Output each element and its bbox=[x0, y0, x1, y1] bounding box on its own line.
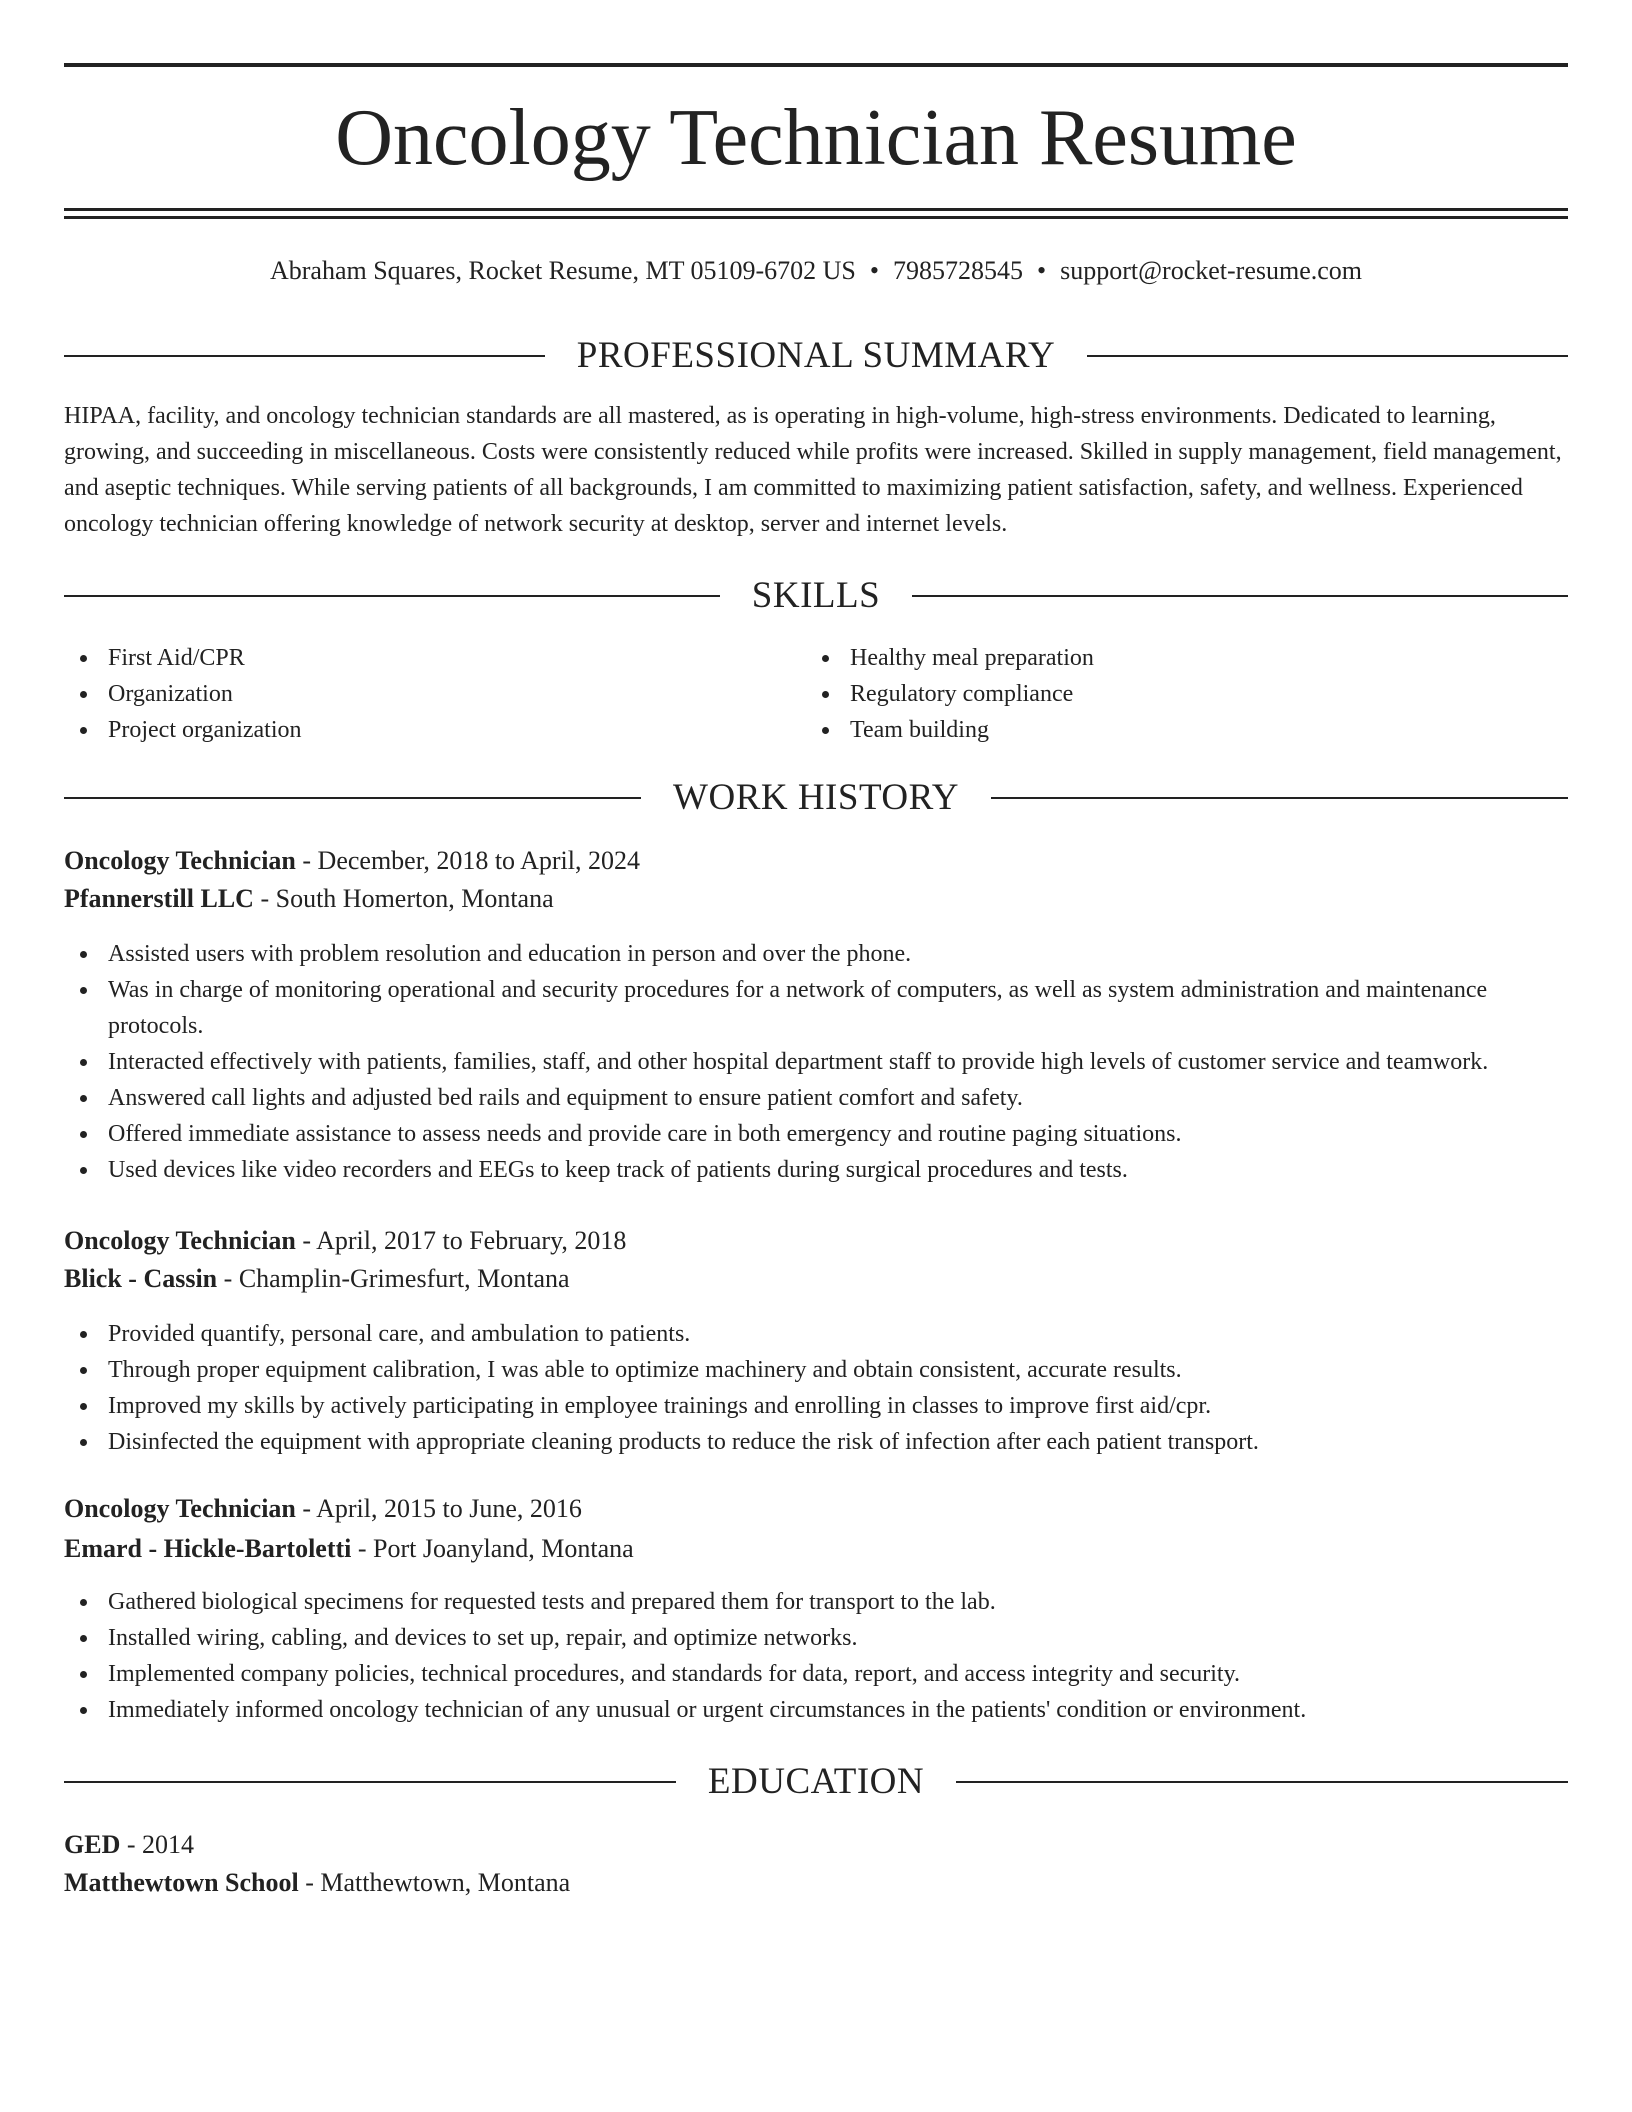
job-bullet: Improved my skills by actively participating in employee trainings and enrolling in classes to improve first aid/cpr. bbox=[64, 1388, 1568, 1424]
skill-item: Healthy meal preparation bbox=[806, 640, 1506, 676]
job-bullet: Through proper equipment calibration, I was able to optimize machinery and obtain consistent, accurate results. bbox=[64, 1352, 1568, 1388]
education-location: - Matthewtown, Montana bbox=[298, 1868, 571, 1897]
job-bullet: Was in charge of monitoring operational and security procedures for a network of computers, as well as system administration and maintenance protocols. bbox=[64, 972, 1568, 1044]
job-dates: - April, 2017 to February, 2018 bbox=[295, 1226, 627, 1255]
education-year: - 2014 bbox=[120, 1830, 195, 1859]
section-header-summary bbox=[64, 334, 1568, 378]
job-company: Blick - Cassin bbox=[64, 1264, 218, 1293]
job-title: Oncology Technician bbox=[64, 846, 296, 875]
job-bullets bbox=[64, 1316, 1568, 1460]
skill-item: Project organization bbox=[64, 712, 764, 748]
section-title: PROFESSIONAL SUMMARY bbox=[576, 335, 1056, 376]
education-school: Matthewtown School bbox=[64, 1868, 299, 1897]
section-rule bbox=[64, 355, 545, 357]
contact-separator: • bbox=[1036, 256, 1047, 285]
section-rule bbox=[912, 595, 1568, 597]
job-bullet: Used devices like video recorders and EEGs to keep track of patients during surgical procedures and tests. bbox=[64, 1152, 1568, 1188]
job-title: Oncology Technician bbox=[64, 1226, 296, 1255]
section-header-work bbox=[64, 776, 1568, 820]
job-title: Oncology Technician bbox=[64, 1494, 296, 1523]
job-location: - South Homerton, Montana bbox=[253, 884, 554, 913]
section-rule bbox=[956, 1781, 1568, 1783]
skill-item: Regulatory compliance bbox=[806, 676, 1506, 712]
job-company: Pfannerstill LLC bbox=[64, 884, 254, 913]
skill-item: Organization bbox=[64, 676, 764, 712]
job-bullet: Answered call lights and adjusted bed rails and equipment to ensure patient comfort and safety. bbox=[64, 1080, 1568, 1116]
contact-email: support@rocket-resume.com bbox=[1060, 256, 1363, 285]
skills-list-right bbox=[806, 640, 1506, 748]
job-company-line bbox=[64, 880, 1568, 918]
page-title: Oncology Technician Resume bbox=[335, 94, 1297, 182]
summary-text: HIPAA, facility, and oncology technician standards are all mastered, as is operating in high-volume, high-stress environments. Dedicated to learning, growing, and succeeding in miscellaneous. Costs were consistently reduced while profits were increased. Skilled in supply management, field management, and aseptic techniques. While serving patients of all backgrounds, I am committed to maximizing patient satisfaction, safety, and wellness. Experienced oncology technician offering knowledge of network security at desktop, server and internet levels. bbox=[64, 403, 1562, 537]
section-rule bbox=[64, 1781, 676, 1783]
job-bullets bbox=[64, 1584, 1568, 1728]
skill-item: Team building bbox=[806, 712, 1506, 748]
job-dates: - December, 2018 to April, 2024 bbox=[295, 846, 640, 875]
job-title-line bbox=[64, 842, 1568, 880]
section-rule bbox=[991, 797, 1568, 799]
section-title: WORK HISTORY bbox=[673, 777, 959, 818]
section-title: SKILLS bbox=[751, 575, 881, 616]
job-bullet: Installed wiring, cabling, and devices to set up, repair, and optimize networks. bbox=[64, 1620, 1568, 1656]
job-bullet: Gathered biological specimens for requested tests and prepared them for transport to the lab. bbox=[64, 1584, 1568, 1620]
job-title-line bbox=[64, 1490, 1568, 1528]
job-bullet: Disinfected the equipment with appropriate cleaning products to reduce the risk of infection after each patient transport. bbox=[64, 1424, 1568, 1460]
section-rule bbox=[64, 797, 641, 799]
job-dates: - April, 2015 to June, 2016 bbox=[295, 1494, 582, 1523]
section-rule bbox=[64, 595, 720, 597]
job-bullet: Provided quantify, personal care, and ambulation to patients. bbox=[64, 1316, 1568, 1352]
section-header-education bbox=[64, 1760, 1568, 1804]
contact-phone: 7985728545 bbox=[892, 256, 1023, 285]
education-school-line bbox=[64, 1864, 1568, 1902]
title-rule-lower bbox=[64, 216, 1568, 219]
contact-address: Abraham Squares, Rocket Resume, MT 05109-6702 US bbox=[269, 256, 856, 285]
job-bullet: Assisted users with problem resolution and education in person and over the phone. bbox=[64, 936, 1568, 972]
job-location: - Champlin-Grimesfurt, Montana bbox=[217, 1264, 570, 1293]
contact-separator: • bbox=[869, 256, 879, 285]
job-company-line bbox=[64, 1260, 1568, 1298]
education-degree-line bbox=[64, 1826, 1568, 1864]
job-bullets bbox=[64, 936, 1568, 1188]
job-bullet: Interacted effectively with patients, families, staff, and other hospital department staff to provide high levels of customer service and teamwork. bbox=[64, 1044, 1568, 1080]
section-header-skills bbox=[64, 574, 1568, 618]
section-title: EDUCATION bbox=[707, 1761, 925, 1802]
skill-item: First Aid/CPR bbox=[64, 640, 764, 676]
job-bullet: Offered immediate assistance to assess needs and provide care in both emergency and routine paging situations. bbox=[64, 1116, 1568, 1152]
section-rule bbox=[1087, 355, 1568, 357]
education-degree: GED bbox=[64, 1830, 121, 1859]
job-company-line bbox=[64, 1530, 1568, 1568]
skills-list-left bbox=[64, 640, 764, 748]
job-title-line bbox=[64, 1222, 1568, 1260]
contact-line bbox=[64, 254, 1568, 288]
top-rule bbox=[64, 63, 1568, 67]
job-bullet: Immediately informed oncology technician of any unusual or urgent circumstances in the patients' condition or environment. bbox=[64, 1692, 1568, 1728]
job-company: Emard - Hickle-Bartoletti bbox=[64, 1534, 352, 1563]
job-location: - Port Joanyland, Montana bbox=[351, 1534, 634, 1563]
job-bullet: Implemented company policies, technical procedures, and standards for data, report, and access integrity and security. bbox=[64, 1656, 1568, 1692]
title-rule-upper bbox=[64, 208, 1568, 211]
